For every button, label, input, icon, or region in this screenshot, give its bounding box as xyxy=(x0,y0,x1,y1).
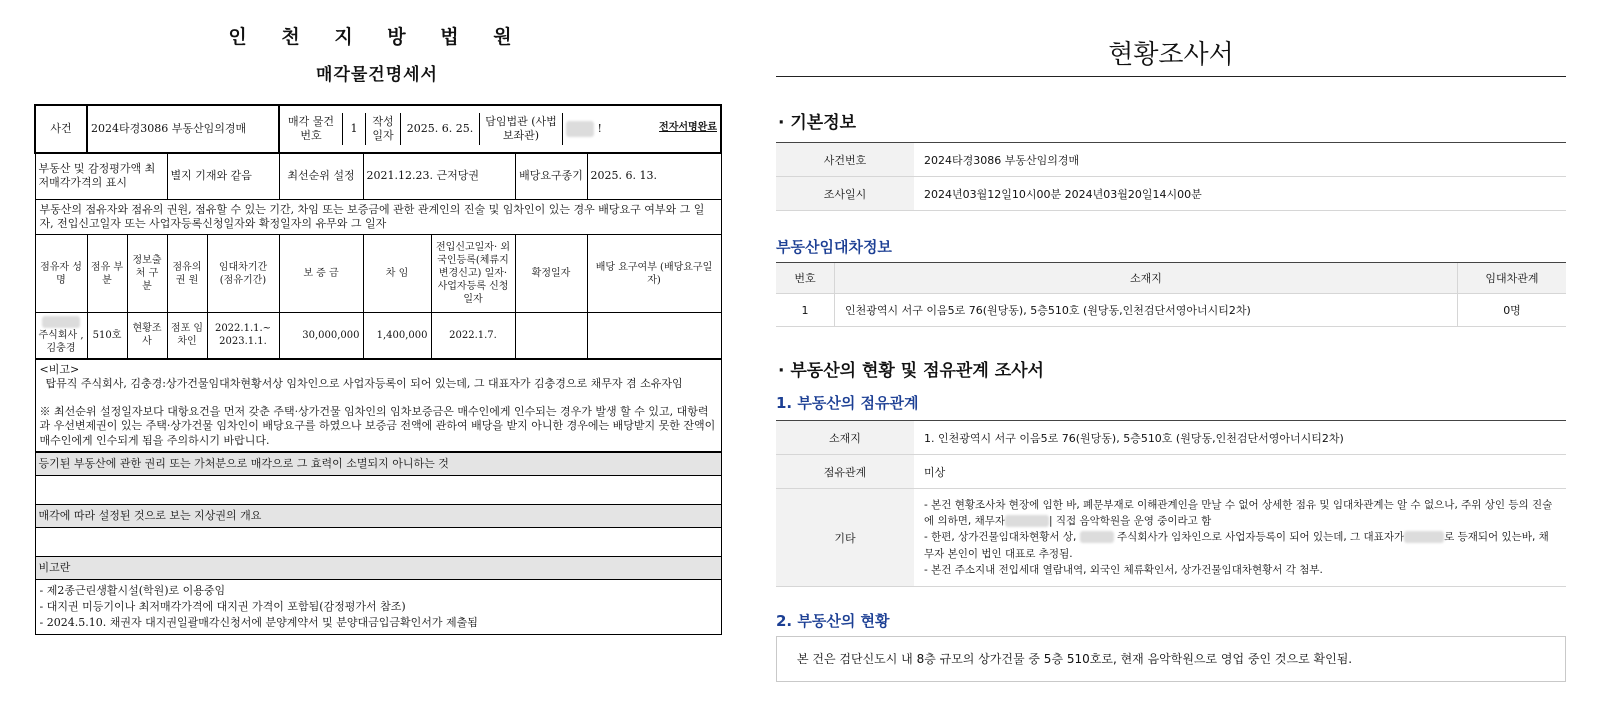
item-no-label: 매각 물건번호 xyxy=(280,113,343,146)
priority-value: 2021.12.23. 근저당권 xyxy=(363,153,515,199)
note-line: - 2024.5.10. 채권자 대지권일괄매각신청서에 분양계약서 및 분양대금입금확인서가 제출됨 xyxy=(39,615,478,629)
occ-moved-in: 2022.1.7. xyxy=(431,313,515,359)
judge-label: 담임법관 (사법보좌관) xyxy=(480,113,563,146)
occ-fixed-date xyxy=(515,313,587,359)
occ-dividend xyxy=(587,313,721,359)
title-divider xyxy=(776,76,1566,77)
occ-header: 임대차기간 (점유기간) xyxy=(207,235,279,313)
section-basic-info: · 기본정보 xyxy=(778,113,857,133)
occ-header: 정보출처 구 분 xyxy=(127,235,167,313)
document-title: 매각물건명세서 xyxy=(316,65,438,85)
case-label: 사건 xyxy=(35,105,87,153)
occ-location-label: 소재지 xyxy=(776,421,914,455)
blank-row xyxy=(35,476,721,505)
occ-header: 점유자 성 명 xyxy=(35,235,87,313)
remark-label: <비고> xyxy=(39,362,80,376)
occ-header: 확정일자 xyxy=(515,235,587,313)
priority-label: 최선순위 설정 xyxy=(279,153,363,199)
occ-header: 배당 요구여부 (배당요구일자) xyxy=(587,235,721,313)
lease-address: 인천광역시 서구 이음5로 76(원당동), 5층510호 (원당동,인천검단서영아너시티2차) xyxy=(835,294,1458,327)
case-number-value: 2024타경3086 부동산임의경매 xyxy=(914,143,1566,177)
note-line: - 제2종근린생활시설(학원)로 이용중임 xyxy=(39,584,226,598)
remark-text: 탑뮤직 주식회사, 김충경:상가건물임대차현황서상 임차인으로 사업자등록이 되어 있는데, 그 대표자가 김충경으로 채무자 겸 소유자임 xyxy=(45,376,683,390)
redacted-name xyxy=(42,316,80,328)
occ-part: 510호 xyxy=(87,313,127,359)
redacted-name xyxy=(1080,531,1114,543)
occ-relation-label: 점유관계 xyxy=(776,455,914,489)
note-line: - 대지권 미등기이나 최저매각가격에 대지권 가격이 포함됨(감정평가서 참조) xyxy=(39,600,406,614)
occ-period: 2022.1.1.~ 2023.1.1. xyxy=(207,313,279,359)
occ-header: 전입신고일자· 외국인등록(체류지변경신고) 일자·사업자등록 신청일자 xyxy=(431,235,515,313)
section-status: · 부동산의 현황 및 점유관계 조사서 xyxy=(778,361,1044,381)
occ-header: 차 임 xyxy=(363,235,431,313)
occ-header: 보 증 금 xyxy=(279,235,363,313)
etc-line: - 본건 주소지내 전입세대 열람내역, 외국인 체류확인서, 상가건물임대차현황서 각 첨부. xyxy=(924,563,1323,576)
price-value: 별지 기재와 같음 xyxy=(167,153,279,199)
basic-info-table xyxy=(776,142,1566,211)
item-no-value: 1 xyxy=(343,113,366,146)
occ-deposit: 30,000,000 xyxy=(279,313,363,359)
occ-name: 주식회사 , 김충경 xyxy=(35,313,87,359)
occ-source: 현황조사 xyxy=(127,313,167,359)
etc-line: - 본건 현황조사차 현장에 임한 바, 폐문부재로 이해관계인을 만날 수 없어 상세한 점유 및 임대차관계는 알 수 없으나, 주위 상인 등의 진술에 의하면, 채무자 | 직접 음악학원을 운영 중이라고 함 xyxy=(924,498,1553,528)
court-name: 인 천 지 방 법 원 xyxy=(228,26,526,48)
lease-header-relation: 임대차관계 xyxy=(1458,263,1567,294)
deadline-value: 2025. 6. 13. xyxy=(587,153,721,199)
specification-table xyxy=(34,104,722,635)
occupancy-description: 부동산의 점유자와 점유의 권원, 점유할 수 있는 기간, 차임 또는 보증금에 관한 관계인의 진술 및 임차인이 있는 경우 배당요구 여부와 그 일자, 전입신고일자 또는 사업자등록신청일자와 확정일자의 유무와 그 일자 xyxy=(35,199,721,235)
deadline-label: 배당요구종기 xyxy=(515,153,587,199)
redacted-name xyxy=(1404,531,1444,543)
judge-mark: ! xyxy=(597,122,602,135)
blank-row xyxy=(35,528,721,557)
electronic-signature: 전자서명완료 xyxy=(659,122,717,133)
bar-remarks: 비고란 xyxy=(35,557,721,580)
report-title: 현황조사서 xyxy=(1108,40,1234,70)
redacted-name xyxy=(566,121,594,137)
price-label: 부동산 및 감정평가액 최저매각가격의 표시 xyxy=(35,153,167,199)
notice-text: ※ 최선순위 설정일자보다 대항요건을 먼저 갖춘 주택·상가건물 임차인의 임차보증금은 매수인에게 인수되는 경우가 발생 할 수 있고, 대항력과 우선변제권이 있는 주택·상가건물 임차인이 배당요구를 하였으나 보증금 전액에 관하여 배당을 받지 아니한 경우에는 배당받지 못한 잔액이 매수인에게 인수되게 됨을 주의하시기 바랍니다. xyxy=(39,405,716,447)
lease-no: 1 xyxy=(776,294,835,327)
occ-rent: 1,400,000 xyxy=(363,313,431,359)
case-value: 2024타경3086 부동산임의경매 xyxy=(87,105,279,153)
survey-date-label: 조사일시 xyxy=(776,177,914,211)
section-lease-info: 부동산임대차정보 xyxy=(776,238,892,256)
date-label: 작성 일자 xyxy=(366,113,401,146)
subsection-occupancy: 1. 부동산의 점유관계 xyxy=(776,394,919,412)
lease-header-no: 번호 xyxy=(776,263,835,294)
subsection-current-status: 2. 부동산의 현황 xyxy=(776,612,890,630)
lease-table xyxy=(776,262,1566,327)
bar-surface-rights: 매각에 따라 설정된 것으로 보는 지상권의 개요 xyxy=(35,505,721,528)
etc-label: 기타 xyxy=(776,489,914,587)
occ-header: 점유의 권 원 xyxy=(167,235,207,313)
occupancy-table xyxy=(776,420,1566,587)
occ-location-value: 1. 인천광역시 서구 이음5로 76(원당동), 5층510호 (원당동,인천검단서영아너시티2차) xyxy=(914,421,1566,455)
date-value: 2025. 6. 25. xyxy=(401,113,480,146)
occ-header: 점유 부분 xyxy=(87,235,127,313)
occ-relation-value: 미상 xyxy=(914,455,1566,489)
lease-relation: 0명 xyxy=(1458,294,1567,327)
lease-header-address: 소재지 xyxy=(835,263,1458,294)
case-number-label: 사건번호 xyxy=(776,143,914,177)
occ-right: 점포 임차인 xyxy=(167,313,207,359)
redacted-name xyxy=(1005,515,1049,527)
bar-registered-rights: 등기된 부동산에 관한 권리 또는 가처분으로 매각으로 그 효력이 소멸되지 아니하는 것 xyxy=(35,452,721,476)
etc-line: - 한편, 상가건물임대차현황서 상, 주식회사가 임차인으로 사업자등록이 되어 있는데, 그 대표자가 로 등재되어 있는바, 채무자 본인이 법인 대표로 추정됨. xyxy=(924,531,1549,560)
survey-date-value: 2024년03월12일10시00분 2024년03월20일14시00분 xyxy=(914,177,1566,211)
status-summary: 본 건은 검단신도시 내 8층 규모의 상가건물 중 5층 510호로, 현재 음악학원으로 영업 중인 것으로 확인됨. xyxy=(776,636,1566,682)
